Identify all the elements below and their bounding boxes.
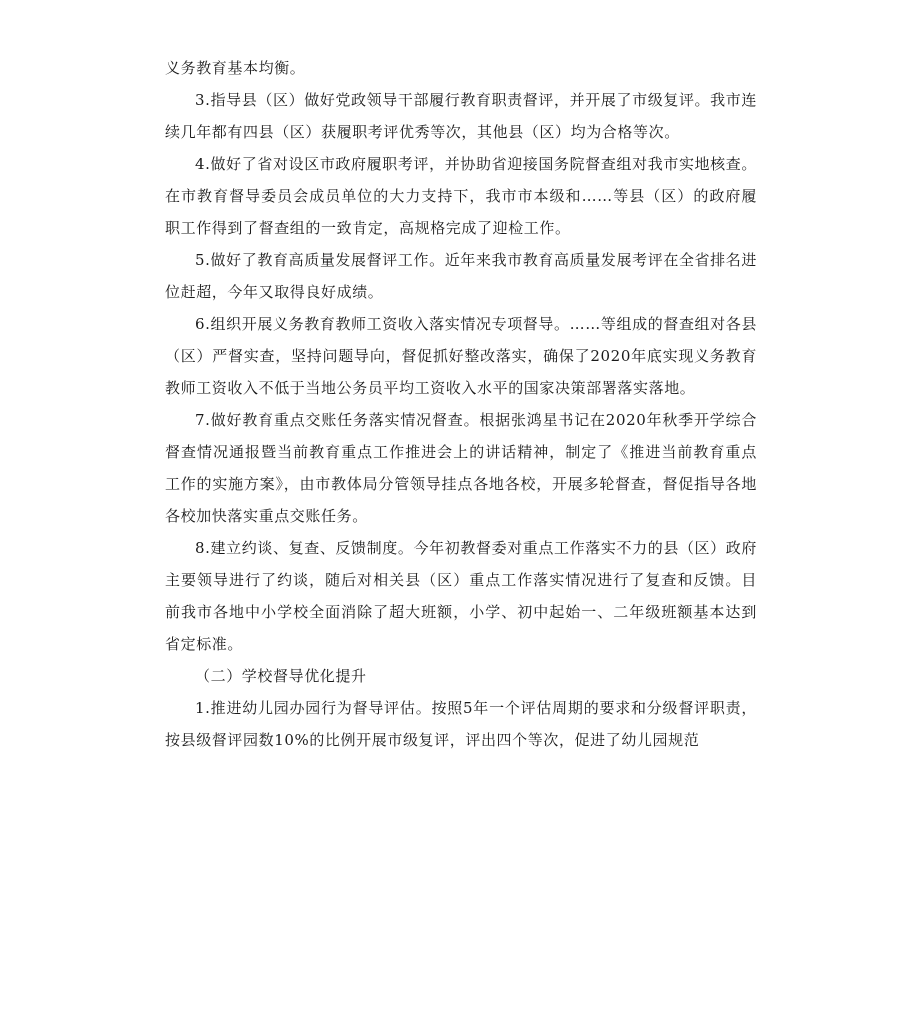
paragraph-item-4: 4.做好了省对设区市政府履职考评，并协助省迎接国务院督查组对我市实地核查。在市教育督导委员会成员单位的大力支持下，我市市本级和……等县（区）的政府履职工作得到了督查组的一致肯定，高规格完成了迎检工作。 xyxy=(165,155,757,237)
paragraph-continuation: 义务教育基本均衡。 xyxy=(165,59,306,77)
paragraph-item-7: 7.做好教育重点交账任务落实情况督查。根据张鸿星书记在2020年秋季开学综合督查情况通报暨当前教育重点工作推进会上的讲话精神，制定了《推进当前教育重点工作的实施方案》，由市教体局分管领导挂点各地各校，开展多轮督查，督促指导各地各校加快落实重点交账任务。 xyxy=(165,411,757,525)
section-heading: （二）学校督导优化提升 xyxy=(195,667,367,685)
document-body xyxy=(165,52,757,756)
paragraph-school-item-1: 1.推进幼儿园办园行为督导评估。按照5年一个评估周期的要求和分级督评职责，按县级督评园数10%的比例开展市级复评，评出四个等次，促进了幼儿园规范 xyxy=(165,699,757,749)
paragraph-item-3: 3.指导县（区）做好党政领导干部履行教育职责督评，并开展了市级复评。我市连续几年都有四县（区）获履职考评优秀等次，其他县（区）均为合格等次。 xyxy=(165,91,757,141)
paragraph-item-5: 5.做好了教育高质量发展督评工作。近年来我市教育高质量发展考评在全省排名进位赶超，今年又取得良好成绩。 xyxy=(165,251,757,301)
paragraph-item-6: 6.组织开展义务教育教师工资收入落实情况专项督导。……等组成的督查组对各县（区）严督实查，坚持问题导向，督促抓好整改落实，确保了2020年底实现义务教育教师工资收入不低于当地公务员平均工资收入水平的国家决策部署落实落地。 xyxy=(165,315,757,397)
paragraph-item-8: 8.建立约谈、复查、反馈制度。今年初教督委对重点工作落实不力的县（区）政府主要领导进行了约谈，随后对相关县（区）重点工作落实情况进行了复查和反馈。目前我市各地中小学校全面消除了超大班额，小学、初中起始一、二年级班额基本达到省定标准。 xyxy=(165,539,757,653)
